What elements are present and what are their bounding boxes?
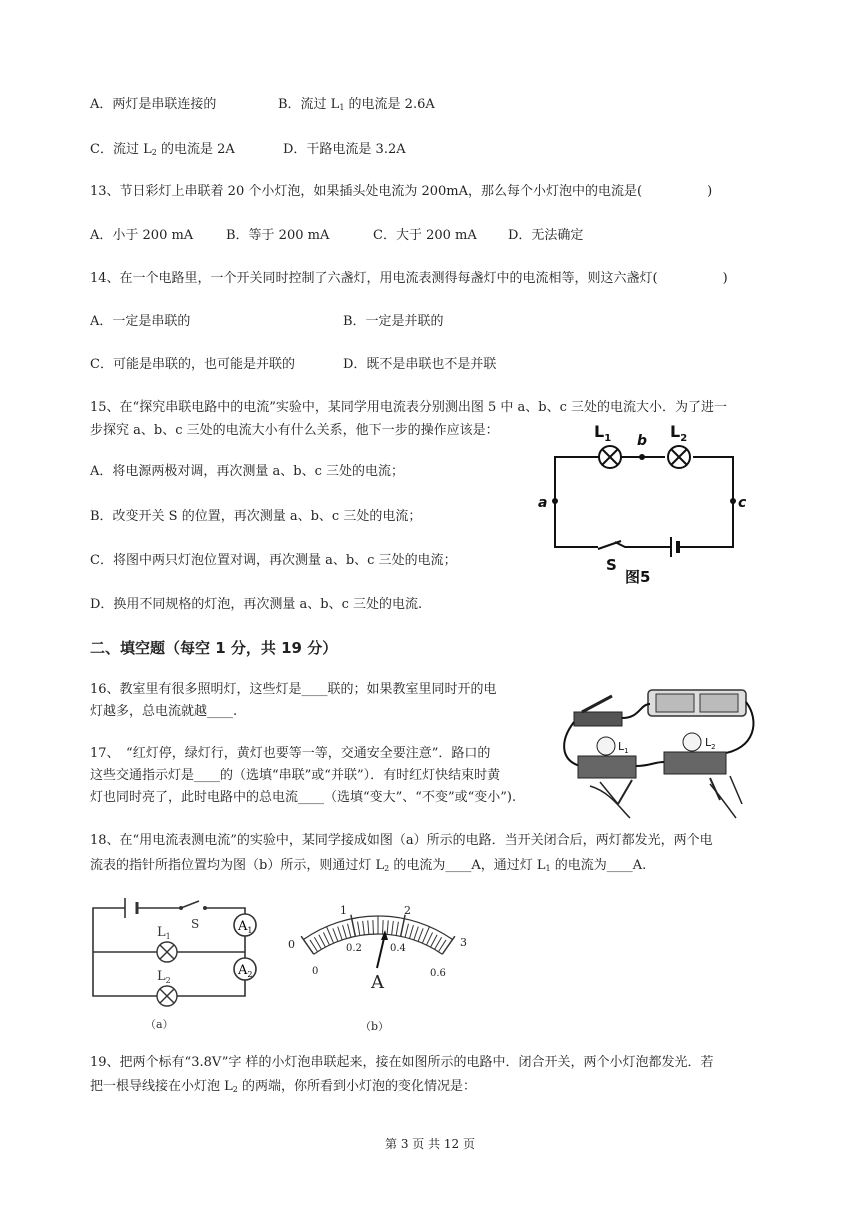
dial-tick (323, 932, 329, 945)
q16-line2: 灯越多，总电流就越____. (90, 704, 238, 719)
lamp-l2 (668, 446, 690, 468)
svg-text:A1: $A_1$ (238, 919, 253, 935)
q17-line2: 这些交通指示灯是____的（选填“串联”或“并联”）．有时红灯快结束时黄 (90, 768, 501, 783)
dial-scale (301, 915, 455, 954)
q15-stem-line2: 步探究 a、b、c 三处的电流大小有什么关系，他下一步的操作应该是： (90, 423, 499, 438)
point-a: a (538, 495, 548, 511)
switch-s: S (191, 917, 200, 931)
q15-option-d: D．换用不同规格的灯泡，再次测量 a、b、c 三处的电流. (90, 597, 423, 612)
q13-option-b: B．等于 200 mA (226, 228, 330, 243)
battery (671, 537, 678, 557)
q17-line1: 17、 “红灯停，绿灯行，黄灯也要等一等，交通安全要注意”．路口的 (90, 746, 491, 761)
svg-text:L2: $L_2$ (705, 736, 716, 751)
q12-option-d: D．干路电流是 3.2A (283, 142, 406, 157)
dial-tick (392, 921, 394, 935)
q17-line3: 灯也同时亮了，此时电路中的总电流____（选填“变大”、“不变”或“变小”). (90, 790, 517, 805)
figure-5-circuit (530, 415, 760, 590)
q16-line1: 16、教室里有很多照明灯，这些灯是____联的；如果教室里同时开的电 (90, 682, 497, 697)
hands-with-probe-wire (590, 776, 742, 818)
dial-tick (343, 925, 347, 938)
top-tick-label: 0 (288, 938, 295, 951)
svg-text:L1: $L_1$ (618, 740, 629, 755)
q15-option-b: B．改变开关 S 的位置，再次测量 a、b、c 三处的电流； (90, 509, 422, 524)
dial-tick (301, 936, 314, 954)
switch-base (574, 696, 622, 726)
page-footer: 第 3 页 共 12 页 (385, 1137, 475, 1151)
dial-tick (319, 935, 326, 947)
q19-line2: 把一根导线接在小灯泡 $L_2$ 的两端，你所看到小灯泡的变化情况是： (90, 1079, 476, 1094)
q19-line1: 19、把两个标有“3.8V”字 样的小灯泡串联起来，接在如图所示的电路中．闭合开关，两个小灯泡都发光．若 (90, 1055, 714, 1070)
q15-option-a: A．将电源两极对调，再次测量 a、b、c 三处的电流； (90, 464, 405, 479)
ammeter-a1 (234, 914, 256, 936)
point-b: b (637, 433, 648, 449)
bottom-tick-label: 0.4 (390, 943, 406, 954)
lamp-holder-l1 (578, 737, 636, 778)
dial-tick (333, 928, 338, 941)
q15-option-c: C．将图中两只灯泡位置对调，再次测量 a、b、c 三处的电流； (90, 553, 457, 568)
figure-5-caption: 图5 (625, 568, 651, 586)
q14-stem: 14、在一个电路里，一个开关同时控制了六盏灯，用电流表测得每盏灯中的电流相等，则这六盏灯( ) (90, 271, 728, 286)
dial-arc (314, 934, 442, 954)
svg-text:L2: $L_2$ (670, 422, 688, 444)
q12-option-b: B．流过 $L_1$ 的电流是 2.6A (278, 97, 435, 112)
figure-a-circuit (85, 892, 265, 1034)
lamp-l2 (157, 986, 177, 1006)
q18-line2: 流表的指针所指位置均为图（b）所示，则通过灯 $L_2$ 的电流为____A，通过灯 $L_1$ 的电流为____A. (90, 858, 647, 873)
q13-option-d: D．无法确定 (508, 228, 584, 243)
dial-tick (427, 932, 433, 945)
dial-tick (368, 920, 369, 934)
svg-text:L1: $L_1$ (594, 422, 612, 444)
svg-text:A2: $A_2$ (238, 963, 253, 979)
svg-text:L1: $L_1$ (157, 925, 171, 941)
q12-option-c: C．流过 $L_2$ 的电流是 2A (90, 142, 235, 157)
q18-line1: 18、在“用电流表测电流”的实验中，某同学接成如图（a）所示的电路．当开关闭合后，两灯都发光，两个电 (90, 833, 713, 848)
q14-option-c: C．可能是串联的，也可能是并联的 (90, 357, 295, 372)
bottom-tick-label: 0.6 (430, 968, 446, 979)
dial-tick (373, 920, 374, 934)
bottom-tick-label: 0.2 (346, 943, 362, 954)
lamp-holder-l2 (664, 733, 726, 774)
svg-text:L2: $L_2$ (157, 969, 171, 985)
dial-tick (405, 924, 408, 938)
section-title: 二、填空题（每空 1 分，共 19 分） (90, 639, 338, 657)
figure-b-ammeter-dial (282, 896, 478, 1036)
dial-tick (363, 921, 365, 935)
point-c: c (738, 495, 747, 511)
switch-s: S (606, 556, 617, 574)
q14-option-a: A．一定是串联的 (90, 314, 191, 329)
dial-tick (387, 920, 388, 934)
top-tick-label: 2 (404, 904, 411, 917)
dial-tick (414, 927, 418, 940)
dial-tick (409, 925, 413, 938)
figure-b-caption: （b） (360, 1020, 390, 1033)
dial-tick (418, 928, 423, 941)
unit-label: A (371, 972, 384, 993)
q13-stem: 13、节日彩灯上串联着 20 个小灯泡，如果插头处电流为 200mA，那么每个小灯泡中的电流是( ) (90, 184, 713, 199)
dial-tick (383, 920, 384, 934)
bottom-tick-label: 0 (312, 966, 319, 977)
top-tick-label: 1 (340, 904, 347, 917)
q15-stem-line1: 15、在“探究串联电路中的电流”实验中，某同学用电流表分别测出图 5 中 a、b、c 三处的电流大小．为了进一 (90, 400, 727, 415)
dial-tick (348, 924, 351, 938)
dial-tick (338, 927, 342, 940)
q13-option-c: C．大于 200 mA (373, 228, 477, 243)
q14-option-b: B．一定是并联的 (343, 314, 444, 329)
dial-tick (431, 935, 438, 947)
battery (125, 898, 137, 918)
dial-tick (442, 936, 455, 954)
q12-option-a: A．两灯是串联连接的 (90, 97, 217, 112)
q14-option-d: D．既不是串联也不是并联 (343, 357, 497, 372)
dial-tick (358, 922, 360, 936)
lamp-l1 (599, 446, 621, 468)
ammeter-a2 (234, 958, 256, 980)
top-tick-label: 3 (460, 936, 467, 949)
q13-option-a: A．小于 200 mA (90, 228, 194, 243)
circuit-photo-illustration (560, 680, 760, 820)
dial-tick (396, 922, 398, 936)
lamp-l1 (157, 942, 177, 962)
figure-a-caption: （a） (145, 1018, 174, 1031)
